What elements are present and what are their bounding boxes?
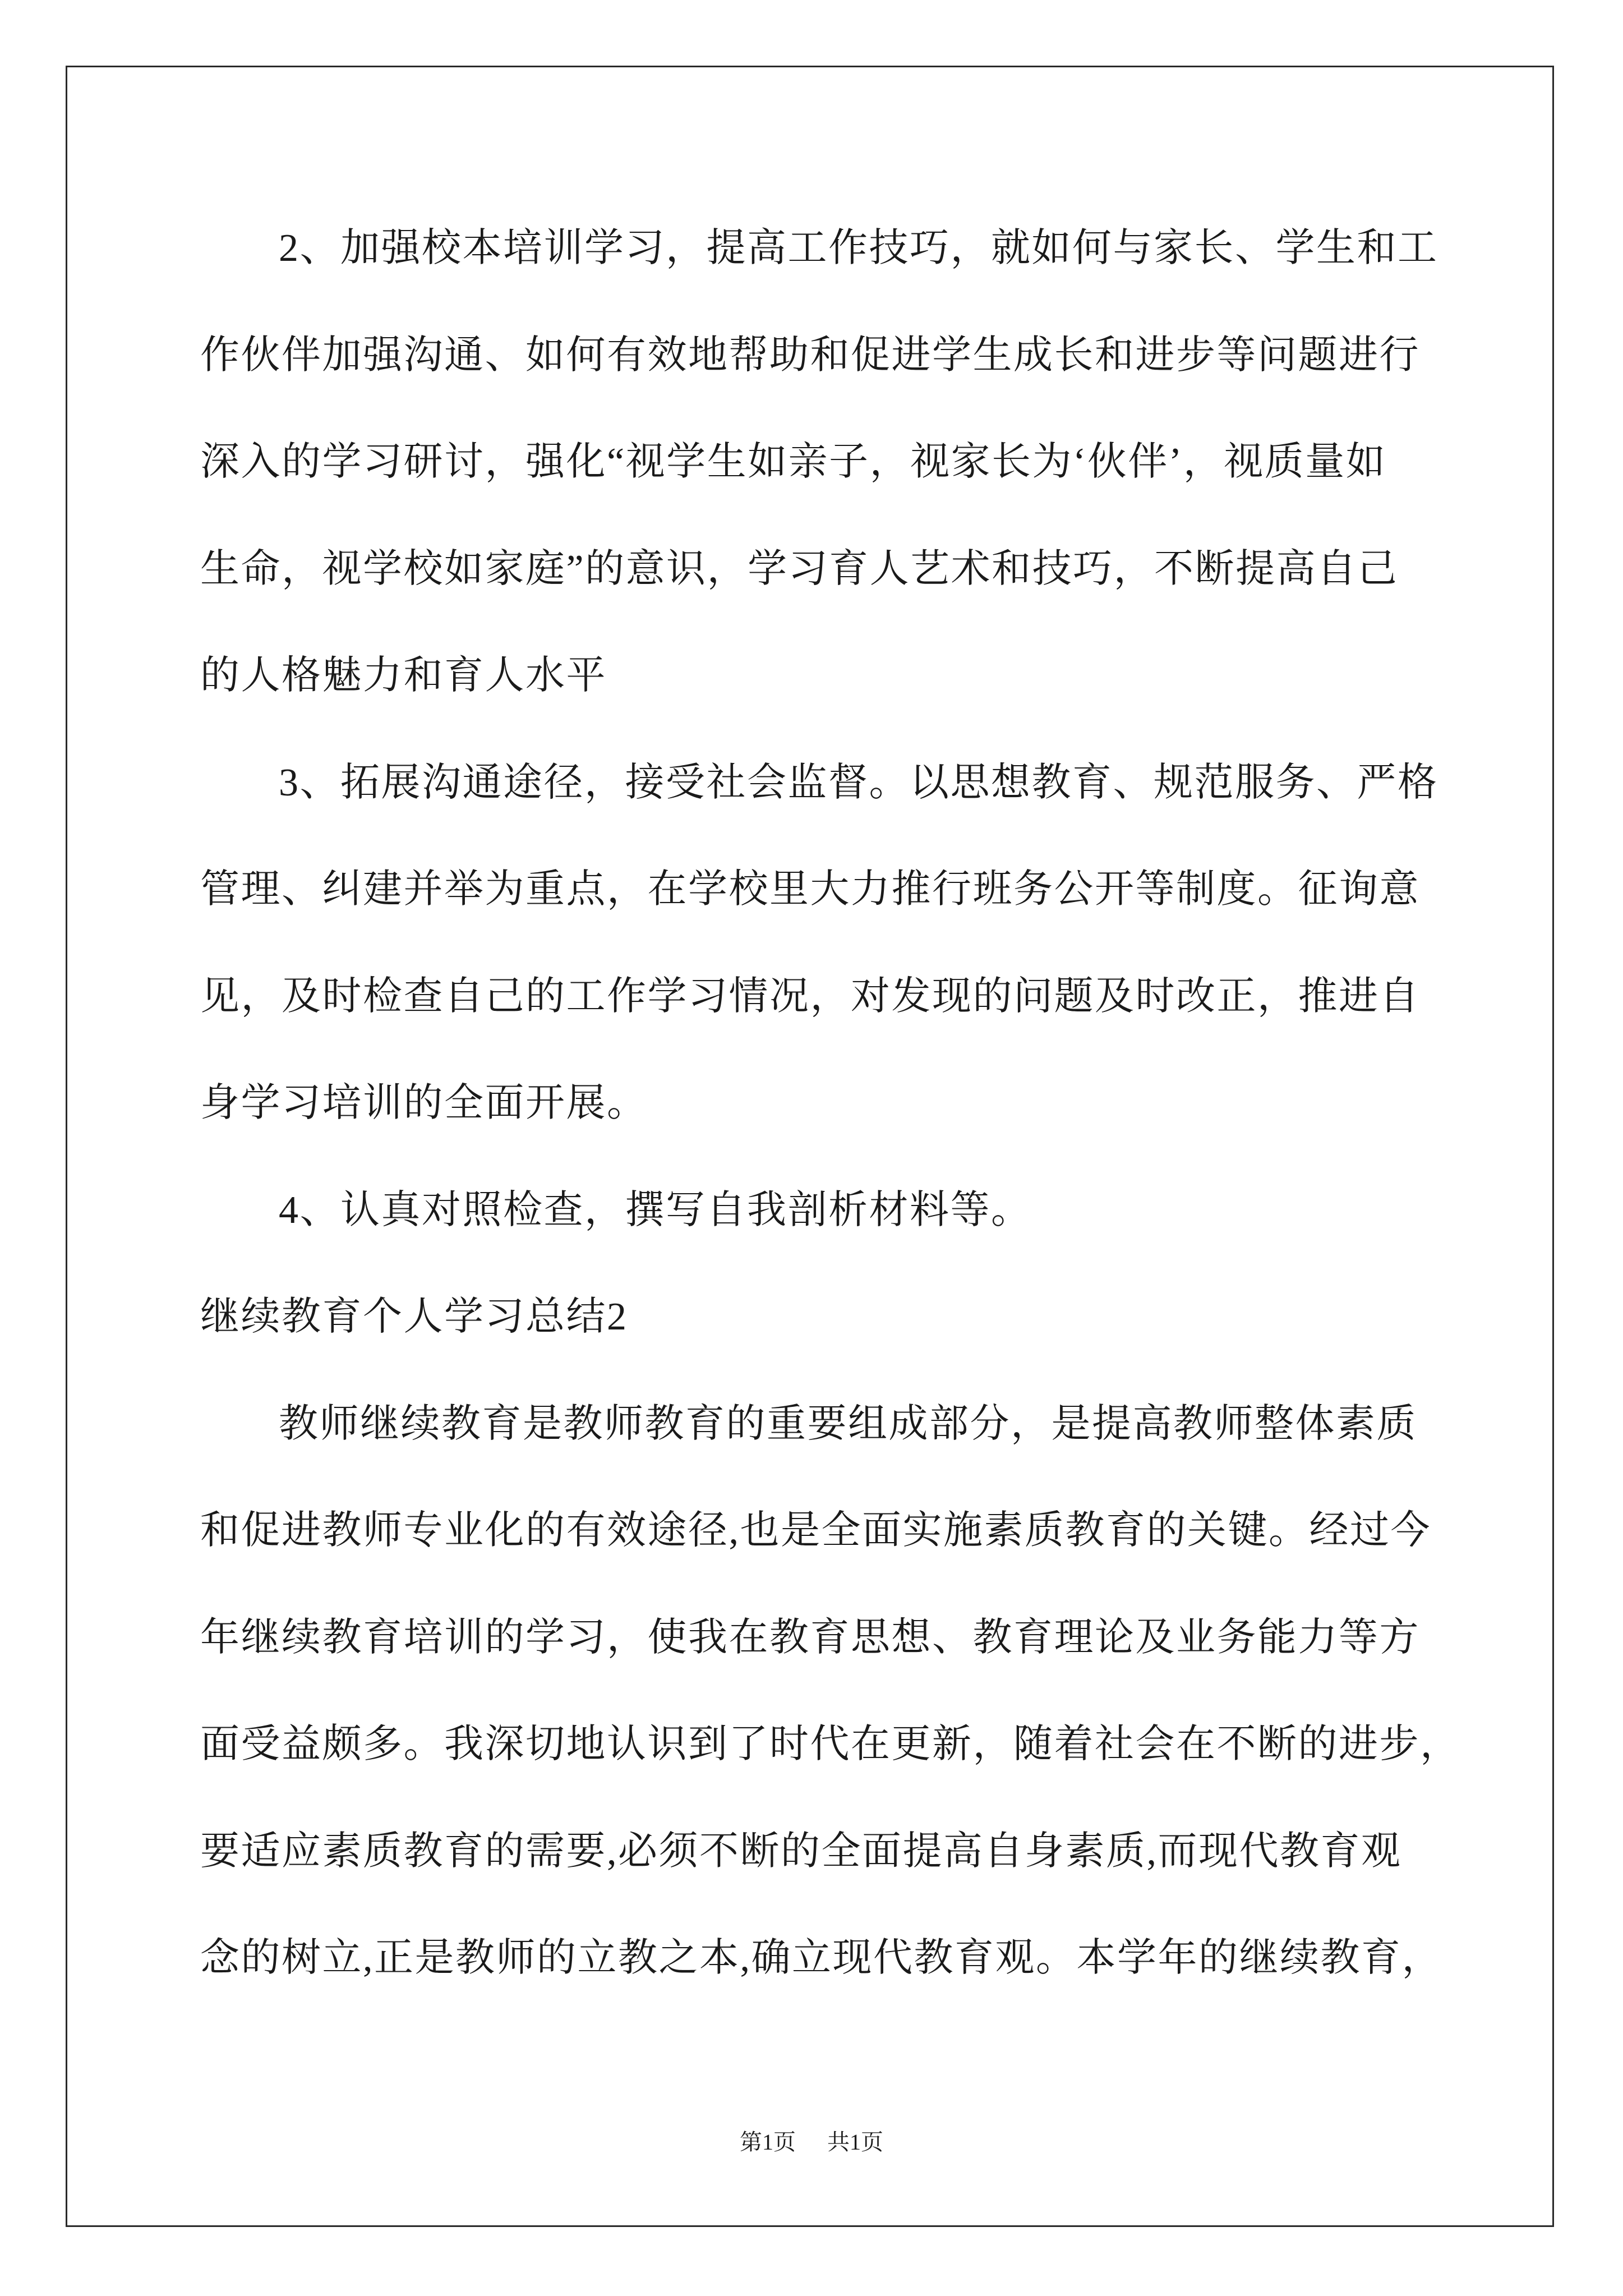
text-line: 面受益颇多。我深切地认识到了时代在更新，随着社会在不断的进步， (200, 1723, 1461, 1766)
document-body (200, 195, 1518, 2012)
paragraph (200, 730, 1518, 1157)
text-line: 和促进教师专业化的有效途径,也是全面实施素质教育的关键。经过今 (200, 1509, 1431, 1552)
page-total: 共1页 (827, 2129, 883, 2155)
page-number: 第1页 (740, 2129, 796, 2155)
text-line: 3、拓展沟通途径，接受社会监督。以思想教育、规范服务、严格 (279, 761, 1438, 804)
paragraph (200, 1371, 1518, 2012)
paragraph (200, 195, 1518, 730)
text-line: 作伙伴加强沟通、如何有效地帮助和促进学生成长和进步等问题进行 (200, 333, 1420, 377)
text-line: 见，及时检查自己的工作学习情况，对发现的问题及时改正，推进自 (200, 974, 1420, 1018)
text-line: 念的树立,正是教师的立教之本,确立现代教育观。本学年的继续教育， (200, 1936, 1442, 1980)
text-line: 管理、纠建并举为重点，在学校里大力推行班务公开等制度。征询意 (200, 868, 1420, 911)
section-title: 继续教育个人学习总结2 (200, 1295, 628, 1338)
paragraph (200, 1157, 1518, 1264)
text-line: 年继续教育培训的学习，使我在教育思想、教育理论及业务能力等方 (200, 1616, 1420, 1659)
text-line: 生命，视学校如家庭”的意识，学习育人艺术和技巧，不断提高自己 (200, 547, 1399, 591)
text-line: 深入的学习研讨，强化“视学生如亲子，视家长为‘伙伴’，视质量如 (200, 440, 1387, 484)
text-line: 的人格魅力和育人水平 (200, 654, 607, 697)
text-line: 4、认真对照检查，撰写自我剖析材料等。 (279, 1188, 1032, 1232)
text-line: 2、加强校本培训学习，提高工作技巧，就如何与家长、学生和工 (279, 227, 1438, 270)
text-line: 要适应素质教育的需要,必须不断的全面提高自身素质,而现代教育观 (200, 1829, 1402, 1873)
text-line: 教师继续教育是教师教育的重要组成部分，是提高教师整体素质 (279, 1402, 1417, 1446)
page-footer (0, 2126, 1623, 2159)
text-line: 身学习培训的全面开展。 (200, 1082, 648, 1125)
